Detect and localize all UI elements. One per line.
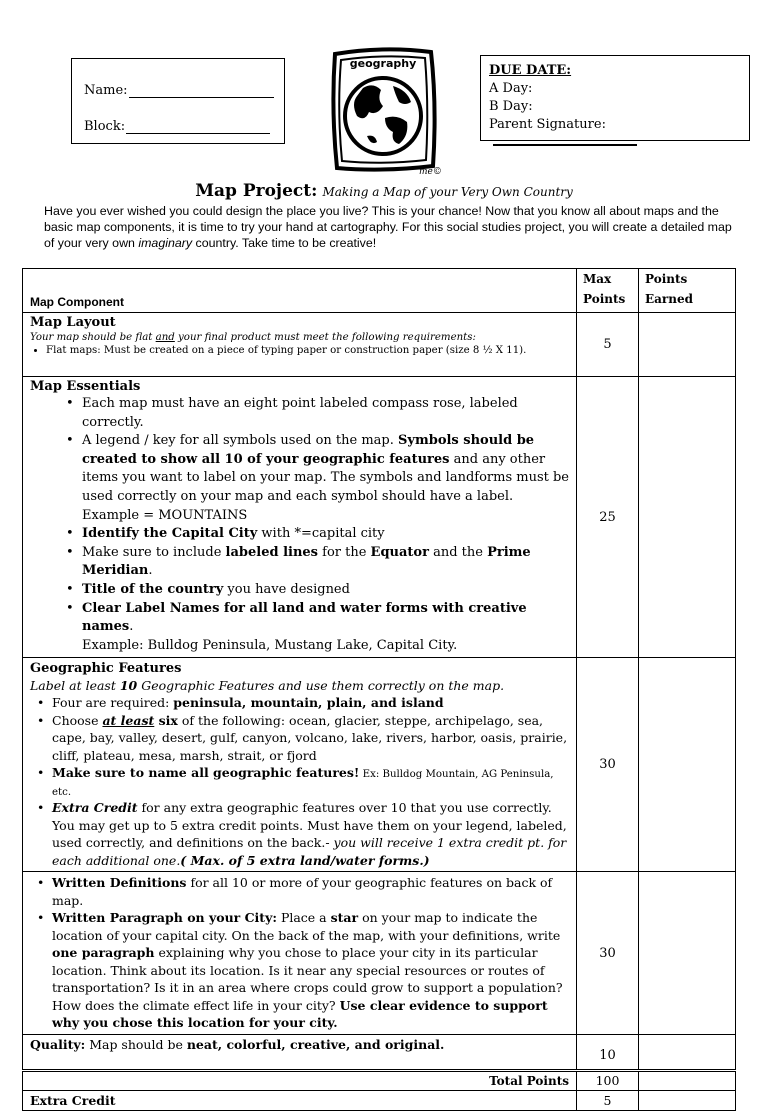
logo-signature: me©	[419, 167, 442, 177]
map-layout-points: 5	[577, 313, 639, 377]
item-bold: Written Paragraph on your City:	[52, 910, 277, 926]
parent-signature-label: Parent Signature:	[489, 117, 606, 132]
desc-text-end: your final product must meet the following requirements:	[174, 332, 476, 343]
list-item	[52, 764, 569, 799]
geographic-features-cell	[23, 658, 577, 872]
item-text: Choose	[52, 712, 103, 728]
geographic-features-title: Geographic Features	[30, 661, 182, 677]
item-bold: labeled lines	[225, 544, 318, 560]
item-text: for the	[318, 544, 371, 560]
item-text: of the following: ocean, glacier, steppe, archipelago, sea, cape, bay, valley, desert, gulf, canyon, volcano, lake, rivers, harbor, oasis, prairie, cliff, plateau, mesa, marsh, strait, or fjord	[52, 712, 568, 763]
item-bold: Identify the Capital City	[82, 526, 258, 542]
list-item	[52, 799, 569, 869]
geographic-features-list	[30, 694, 569, 869]
quality-points: 10	[577, 1034, 639, 1070]
b-day-label: B Day:	[489, 99, 533, 114]
map-essentials-list	[30, 395, 569, 655]
parent-signature-row	[489, 116, 741, 152]
block-row	[84, 119, 270, 134]
item-text: you have designed	[223, 581, 350, 597]
map-essentials-points: 25	[577, 377, 639, 658]
extra-credit-row	[23, 1090, 736, 1110]
item-bold: peninsula, mountain, plain, and island	[173, 695, 444, 711]
written-points: 30	[577, 872, 639, 1035]
list-item	[52, 712, 569, 765]
item-bold: one paragraph	[52, 945, 155, 961]
item-text: Ex: Bulldog Mountain, AG Peninsula, etc.	[52, 769, 554, 798]
written-cell	[23, 872, 577, 1035]
item-text: with *=capital city	[257, 526, 385, 542]
list-item	[52, 694, 569, 712]
item-text: and any other items you want to label on your map. The symbols and landforms must be used correctly on your map and each symbol should have a label. Example = MOUNTAINS	[82, 451, 569, 523]
item-text: Place a	[276, 910, 331, 926]
item-text: Make sure to include	[82, 544, 226, 560]
map-layout-list	[30, 344, 569, 357]
list-item	[68, 600, 569, 656]
table-row	[23, 658, 736, 872]
item-bold: Symbols should be created to show all 10 of your geographic features	[82, 433, 535, 467]
item-text: and the	[428, 544, 488, 560]
extra-credit-label: Extra Credit	[23, 1090, 577, 1110]
map-layout-desc	[30, 331, 569, 344]
table-row	[23, 377, 736, 658]
written-list	[30, 874, 569, 1032]
total-row	[23, 1070, 736, 1090]
list-item	[68, 395, 569, 432]
list-item	[52, 909, 569, 1032]
sub-text: Geographic Features and use them correctly on the map.	[137, 678, 505, 694]
item-text: .	[148, 563, 153, 579]
item-bold: Extra Credit	[52, 800, 138, 816]
item-text: .	[129, 619, 134, 635]
list-item	[68, 581, 569, 600]
desc-text: Your map should be flat	[30, 332, 156, 343]
intro-emphasis: imaginary	[138, 236, 193, 250]
rubric-table	[22, 268, 736, 1111]
map-essentials-earned[interactable]	[639, 377, 736, 658]
geographic-features-sub	[30, 677, 569, 694]
item-bold: Equator	[370, 544, 429, 560]
item-bold: Use clear evidence to support why you chose this location for your city.	[52, 997, 548, 1031]
item-bold: Title of the country	[82, 581, 224, 597]
intro-text: Have you ever wished you could design the place you live? This is your chance! Now that you know all about maps and the basic map components, it is time to try your hand at cartography. For this social studies project, you will create a detailed map of your very own	[44, 204, 732, 250]
project-title-sub: Making a Map of your Very Own Country	[322, 185, 573, 199]
parent-signature-field[interactable]	[493, 134, 637, 146]
logo-text: geography	[349, 57, 417, 70]
sub-text: Label at least	[30, 678, 120, 694]
map-essentials-title: Map Essentials	[30, 379, 141, 394]
written-earned[interactable]	[639, 872, 736, 1035]
geographic-features-earned[interactable]	[639, 658, 736, 872]
intro-paragraph	[44, 203, 734, 251]
item-bold: six	[154, 712, 178, 728]
quality-text: Map should be	[85, 1036, 187, 1052]
item-bold: Clear Label Names for all land and water forms with creative names	[82, 600, 527, 635]
due-date-box	[480, 55, 750, 141]
table-header-row	[23, 269, 736, 313]
map-essentials-cell	[23, 377, 577, 658]
item-bold: ( Max. of 5 extra land/water forms.)	[180, 852, 430, 868]
item-text: Each map must have an eight point labeled compass rose, labeled correctly.	[82, 396, 518, 430]
list-item	[52, 874, 569, 909]
name-row	[84, 83, 274, 98]
intro-text-end: country. Take time to be creative!	[192, 236, 377, 250]
map-layout-title: Map Layout	[30, 315, 116, 330]
col-header-max: Max Points	[577, 269, 639, 313]
list-item: • Flat maps: Must be created on a piece of typing paper or construction paper (size 8 ½ X 11).	[46, 344, 569, 357]
desc-and: and	[155, 332, 175, 343]
extra-credit-points: 5	[577, 1090, 639, 1110]
name-label: Name:	[84, 83, 128, 98]
sub-bold: 10	[119, 678, 138, 694]
item-text: explaining why you chose to place your city in its particular location. Think about its location. Is it near any special resources or routes of transportation? Is it in an area where crops could grow to support a population? How does the climate effect life in your city?	[52, 945, 563, 1013]
item-bold: Make sure to name all geographic features!	[52, 765, 360, 781]
list-item	[68, 432, 569, 525]
item-bold: Prime Meridian	[82, 544, 531, 579]
item-italic: you will receive 1 extra credit pt. for each additional one.	[52, 835, 567, 868]
item-text: on your map to indicate the location of your capital city. On the back of the map, with your definitions, write	[52, 910, 561, 943]
item-bold: Written Definitions	[52, 875, 187, 891]
item-bold: star	[330, 910, 359, 926]
total-label: Total Points	[23, 1070, 577, 1090]
due-date-title: DUE DATE:	[489, 63, 572, 78]
item-example: Example: Bulldog Peninsula, Mustang Lake, Capital City.	[82, 637, 458, 653]
item-text: A legend / key for all symbols used on the map.	[82, 433, 399, 449]
item-text: for any extra geographic features over 10 that you use correctly. You may get up to 5 extra credit points. Must have them on your legend, labeled, used correctly, and definitions on the back.-	[52, 800, 567, 851]
table-row	[23, 313, 736, 377]
geographic-features-points: 30	[577, 658, 639, 872]
quality-label: Quality:	[30, 1036, 86, 1052]
map-layout-earned[interactable]	[639, 313, 736, 377]
item-text: for all 10 or more of your geographic features on back of map.	[52, 875, 553, 908]
a-day-label: A Day:	[489, 81, 533, 96]
project-title	[0, 181, 768, 201]
total-points: 100	[577, 1070, 639, 1090]
globe-icon	[327, 46, 442, 178]
name-field[interactable]	[129, 85, 274, 98]
block-label: Block:	[84, 119, 126, 134]
quality-earned[interactable]	[639, 1034, 736, 1070]
table-row	[23, 1034, 736, 1070]
quality-cell	[23, 1034, 577, 1070]
total-earned[interactable]	[639, 1070, 736, 1090]
col-header-component: Map Component	[23, 269, 577, 313]
list-item	[68, 544, 569, 581]
quality-bold: neat, colorful, creative, and original.	[186, 1036, 445, 1052]
item-text: Four are required:	[52, 695, 174, 711]
name-block-box	[71, 58, 285, 144]
extra-credit-earned[interactable]	[639, 1090, 736, 1110]
list-item	[68, 525, 569, 544]
geography-logo	[327, 46, 442, 178]
col-header-earned: Points Earned	[639, 269, 736, 313]
block-field[interactable]	[126, 121, 270, 134]
table-row	[23, 872, 736, 1035]
map-layout-cell	[23, 313, 577, 377]
item-bold: at least	[102, 712, 155, 728]
project-title-main: Map Project:	[195, 181, 318, 201]
